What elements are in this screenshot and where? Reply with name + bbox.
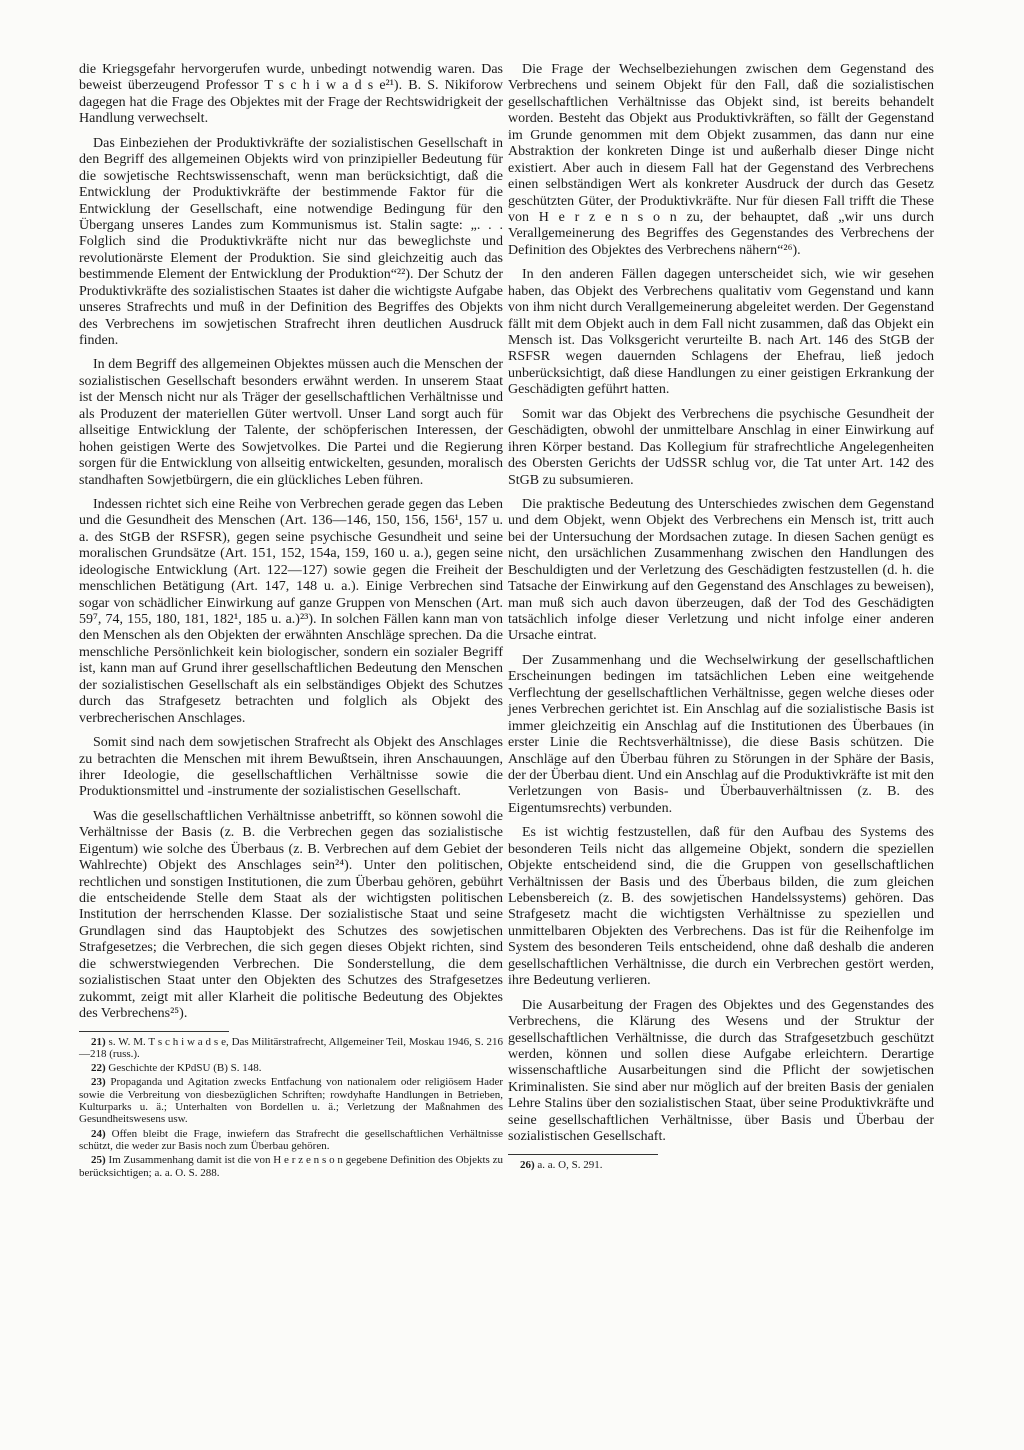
footnote-text: Offen bleibt die Frage, inwiefern das Strafrecht die gesellschaftlichen Verhältnisse schützt, die weder zur Basis noch zum Überbau gehören. (79, 1127, 504, 1152)
footnote (79, 1036, 503, 1061)
footnote (79, 1154, 503, 1179)
footnote-text: a. a. O, S. 291. (537, 1158, 603, 1171)
paragraph: Somit war das Objekt des Verbrechens die psychische Gesundheit der Geschädigten, obwohl der unmittelbare Anschlag in einer Einwirkung auf ihren Körper bestand. Das Kollegium für strafrechtliche Angelegenheiten des Obersten Gerichts der UdSSR schlug vor, die Tat unter Art. 142 des StGB zu subsumieren. (508, 406, 934, 488)
left-column (79, 62, 503, 1181)
footnote-divider (79, 1031, 229, 1032)
footnote-label: 23) (91, 1076, 106, 1089)
paragraph: Es ist wichtig festzustellen, daß für den Aufbau des Systems des besonderen Teils nicht das allgemeine Objekt, sondern die speziellen Objekte entscheidend sind, die die Gruppen von gesellschaftlichen Verhältnissen der Basis und des Überbaus bilden, die zum gleichen Lebensbereich (z. B. des sowjetischen Handelssystems) gehören. Das Strafgesetz macht die wichtigsten Verhältnisse zu speziellen und unmittelbaren Objekten des Verbrechens. Das ist für die Reihenfolge im System des besonderen Teils entscheidend, ohne daß deshalb die anderen gesellschaftlichen Verhältnisse, die durch ein Verbrechen gestört werden, ihre Bedeutung verlieren. (508, 825, 934, 989)
paragraph: Somit sind nach dem sowjetischen Strafrecht als Objekt des Anschlages zu betrachten die Menschen mit ihrem Bewußtsein, ihren Anschauungen, ihrer Ideologie, die gesellschaftlichen Verhältnisse sowie die Produktionsmittel und -instrumente der sozialistischen Gesellschaft. (79, 735, 503, 800)
footnote-divider (508, 1154, 658, 1155)
footnote-label: 24) (91, 1127, 106, 1140)
paragraph: In den anderen Fällen dagegen unterscheidet sich, wie wir gesehen haben, das Objekt des Verbrechens qualitativ vom Gegenstand und kann von ihm nicht durch Verallgemeinerung abgeleitet werden. Der Gegenstand fällt mit dem Objekt auch in dem Fall nicht zusammen, daß das Objekt ein Mensch ist. Das Volksgericht verurteilte B. nach Art. 146 des StGB der RSFSR wegen dauernden Schlagens der Ehefrau, ließ jedoch unberücksichtigt, daß diese Handlungen zu einer geistigen Erkrankung der Geschädigten geführt hatten. (508, 267, 934, 398)
footnote (508, 1159, 934, 1171)
right-column (508, 62, 934, 1173)
paragraph: Die Ausarbeitung der Fragen des Objektes und des Gegenstandes des Verbrechens, die Klärung des Wesens und der Struktur der gesellschaftlichen Verhältnisse, die durch das Strafgesetzbuch geschützt werden, können und sollen diese Aufgabe erleichtern. Derartige wissenschaftliche Ausarbeitungen sind die Pflicht der sowjetischen Kriminalisten. Sie sind aber nur möglich auf der breiten Basis der genialen Lehre Stalins über den sozialistischen Staat, über seine Produktivkräfte und seine gesellschaftlichen Verhältnisse, über Basis und Überbau der sozialistischen Gesellschaft. (508, 997, 934, 1145)
paragraph: Indessen richtet sich eine Reihe von Verbrechen gerade gegen das Leben und die Gesundheit des Menschen (Art. 136—146, 150, 156, 156¹, 157 u. a. des StGB der RSFSR), gegen seine psychische Gesundheit und seine moralischen Grundsätze (Art. 151, 152, 154a, 159, 160 u. a.), gegen seine ideologische Entwicklung (Art. 122—127) sowie gegen die Freiheit der menschlichen Betätigung (Art. 147, 148 u. a.). Einige Verbrechen sind sogar von schädlicher Einwirkung auf ganze Gruppen von Menschen (Art. 59⁷, 74, 155, 180, 181, 182¹, 185 u. a.)²³). In solchen Fällen kann man von den Menschen als den Objekten der erwähnten Anschläge sprechen. Da die menschliche Persönlichkeit kein biologischer, sondern ein sozialer Begriff ist, kann man auf Grund ihrer gesellschaftlichen Bedeutung den Menschen der sozialistischen Gesellschaft als ein selbständiges Objekt des Schutzes durch das Strafgesetz betrachten und folglich als Objekt des verbrecherischen Anschlages. (79, 496, 503, 726)
footnote-text: Im Zusammenhang damit ist die von H e r z e n s o n gegebene Definition des Objekts zu berücksichtigen; a. a. O. S. 288. (79, 1154, 504, 1179)
footnote-text: Geschichte der KPdSU (B) S. 148. (108, 1062, 262, 1075)
footnote-label: 25) (91, 1154, 106, 1167)
footnote (79, 1128, 503, 1153)
paragraph: Das Einbeziehen der Produktivkräfte der sozialistischen Gesellschaft in den Begriff des allgemeinen Objekts wird von prinzipieller Bedeutung für die sowjetische Rechtswissenschaft, wenn man berücksichtigt, daß die Entwicklung der Produktivkräfte der bestimmende Faktor für die Entwicklung der Gesellschaft, eine notwendige Bedingung für den Übergang unseres Landes zum Kommunismus ist. Stalin sagte: „. . . Folglich sind die Produktivkräfte nicht nur das beweglichste und revolutionärste Element der Produktion. Sie sind gleichzeitig auch das bestimmende Element der Entwicklung der Produktion“²²). Der Schutz der Produktivkräfte des sozialistischen Staates ist daher die wichtigste Aufgabe unseres Strafrechts und muß in der Definition des Begriffes des Objekts des Verbrechens im sowjetischen Strafrecht ihren deutlichen Ausdruck finden. (79, 135, 503, 348)
paragraph: In dem Begriff des allgemeinen Objektes müssen auch die Menschen der sozialistischen Gesellschaft besonders erwähnt werden. In unserem Staat ist der Mensch nicht nur als Träger der gesellschaftlichen Verhältnisse und als Produzent der materiellen Güter wertvoll. Unser Land sorgt auch für allseitige Entwicklung der Talente, der schöpferischen Interessen, der hohen geistigen Werte des Sowjetvolkes. Die Partei und die Regierung sorgen für die Entwicklung von allseitig entwickelten, gesunden, moralisch standhaften Sowjetbürgern, die ein glückliches Leben führen. (79, 357, 503, 488)
paragraph: die Kriegsgefahr hervorgerufen wurde, unbedingt notwendig waren. Das beweist überzeugend Professor T s c h i w a d s e²¹). B. S. Nikiforow dagegen hat die Frage des Objektes mit der Frage der Rechtswidrigkeit der Handlung verwechselt. (79, 62, 503, 127)
paragraph: Der Zusammenhang und die Wechselwirkung der gesellschaftlichen Erscheinungen bedingen im tatsächlichen Leben eine weitgehende Verflechtung der gesellschaftlichen Verhältnisse, gegen welche dieses oder jenes Verbrechen gerichtet ist. Ein Anschlag auf die sozialistische Basis ist immer gleichzeitig ein Anschlag auf die Institutionen des Überbaues (in erster Linie die Rechtsverhältnisse), die diese Basis schützen. Die Anschläge auf den Überbau führen zu Störungen in der Sphäre der Basis, der der Überbau dient. Und ein Anschlag auf die Produktivkräfte ist mit den Verletzungen von Basis- und Überbauverhältnissen (z. B. des Eigentumsrechts) verbunden. (508, 652, 934, 816)
paragraph: Die Frage der Wechselbeziehungen zwischen dem Gegenstand des Verbrechens und seinem Objekt für den Fall, daß die sozialistischen gesellschaftlichen Verhältnisse das Objekt sind, ist bereits behandelt worden. Besteht das Objekt aus Produktivkräften, so fällt der Gegenstand im Grunde genommen mit dem Objekt zusammen, das dann nur eine Abstraktion der konkreten Dinge ist und außerhalb dieser Dinge nicht existiert. Aber auch in diesem Fall hat der Gegenstand des Verbrechens einen selbständigen Wert als konkreter Ausdruck der durch das Gesetz geschützten Güter, der Produktivkräfte. Nur für diesen Fall trifft die These von H e r z e n s o n zu, der behauptet, daß „wir uns durch Verallgemeinerung des Begriffes des Gegenstandes des Verbrechens der Definition des Objektes des Verbrechens nähern“²⁶). (508, 62, 934, 258)
footnote (79, 1076, 503, 1125)
footnote-text: s. W. M. T s c h i w a d s e, Das Militärstrafrecht, Allgemeiner Teil, Moskau 1946, S. 216—218 (russ.). (79, 1035, 504, 1060)
paragraph: Was die gesellschaftlichen Verhältnisse anbetrifft, so können sowohl die Verhältnisse der Basis (z. B. die Verbrechen gegen das sozialistische Eigentum) wie solche des Überbaus (z. B. Verbrechen auf dem Gebiet der Wahlrechte) Objekt des Anschlages sein²⁴). Unter den politischen, rechtlichen und sonstigen Institutionen, die zum Überbau gehören, gebührt die entscheidende Stelle dem Staat als der wichtigsten politischen Institution der herrschenden Klasse. Der sozialistische Staat und seine Grundlagen sind das Hauptobjekt des Schutzes des sowjetischen Strafgesetzes; die Verbrechen, die sich gegen dieses Objekt richten, sind die schwerstwiegenden Verbrechen. Die Sonderstellung, die dem sozialistischen Staat unter den Objekten des Schutzes des Strafgesetzes zukommt, zeigt mit aller Klarheit die politische Bedeutung des Objektes des Verbrechens²⁵). (79, 808, 503, 1022)
footnote-label: 26) (520, 1158, 535, 1171)
footnote-label: 22) (91, 1062, 106, 1075)
footnote (79, 1062, 503, 1074)
footnote-text: Propaganda und Agitation zwecks Entfachung von nationalem oder religiösem Hader sowie die Verbreitung von diesbezüglichen Schriften; rowdyhafte Handlungen in Betrieben, Kulturparks u. ä.; Unterhalten von Bordellen u. ä.; Verletzung der Maßnahmen des Gesundheitswesens usw. (79, 1076, 504, 1126)
paragraph: Die praktische Bedeutung des Unterschiedes zwischen dem Gegenstand und dem Objekt, wenn Objekt des Verbrechens ein Mensch ist, tritt auch bei der Untersuchung der Mordsachen zutage. In diesen Sachen genügt es nicht, den ursächlichen Zusammenhang zwischen den Handlungen des Beschuldigten und der Verletzung des Geschädigten festzustellen (d. h. die Tatsache der Einwirkung auf den Gegenstand des Anschlages zu beweisen), man muß sich auch davon überzeugen, daß der Tod des Geschädigten tatsächlich infolge dieser Verletzung und nicht infolge einer anderen Ursache eintrat. (508, 496, 934, 644)
footnote-label: 21) (91, 1035, 106, 1048)
